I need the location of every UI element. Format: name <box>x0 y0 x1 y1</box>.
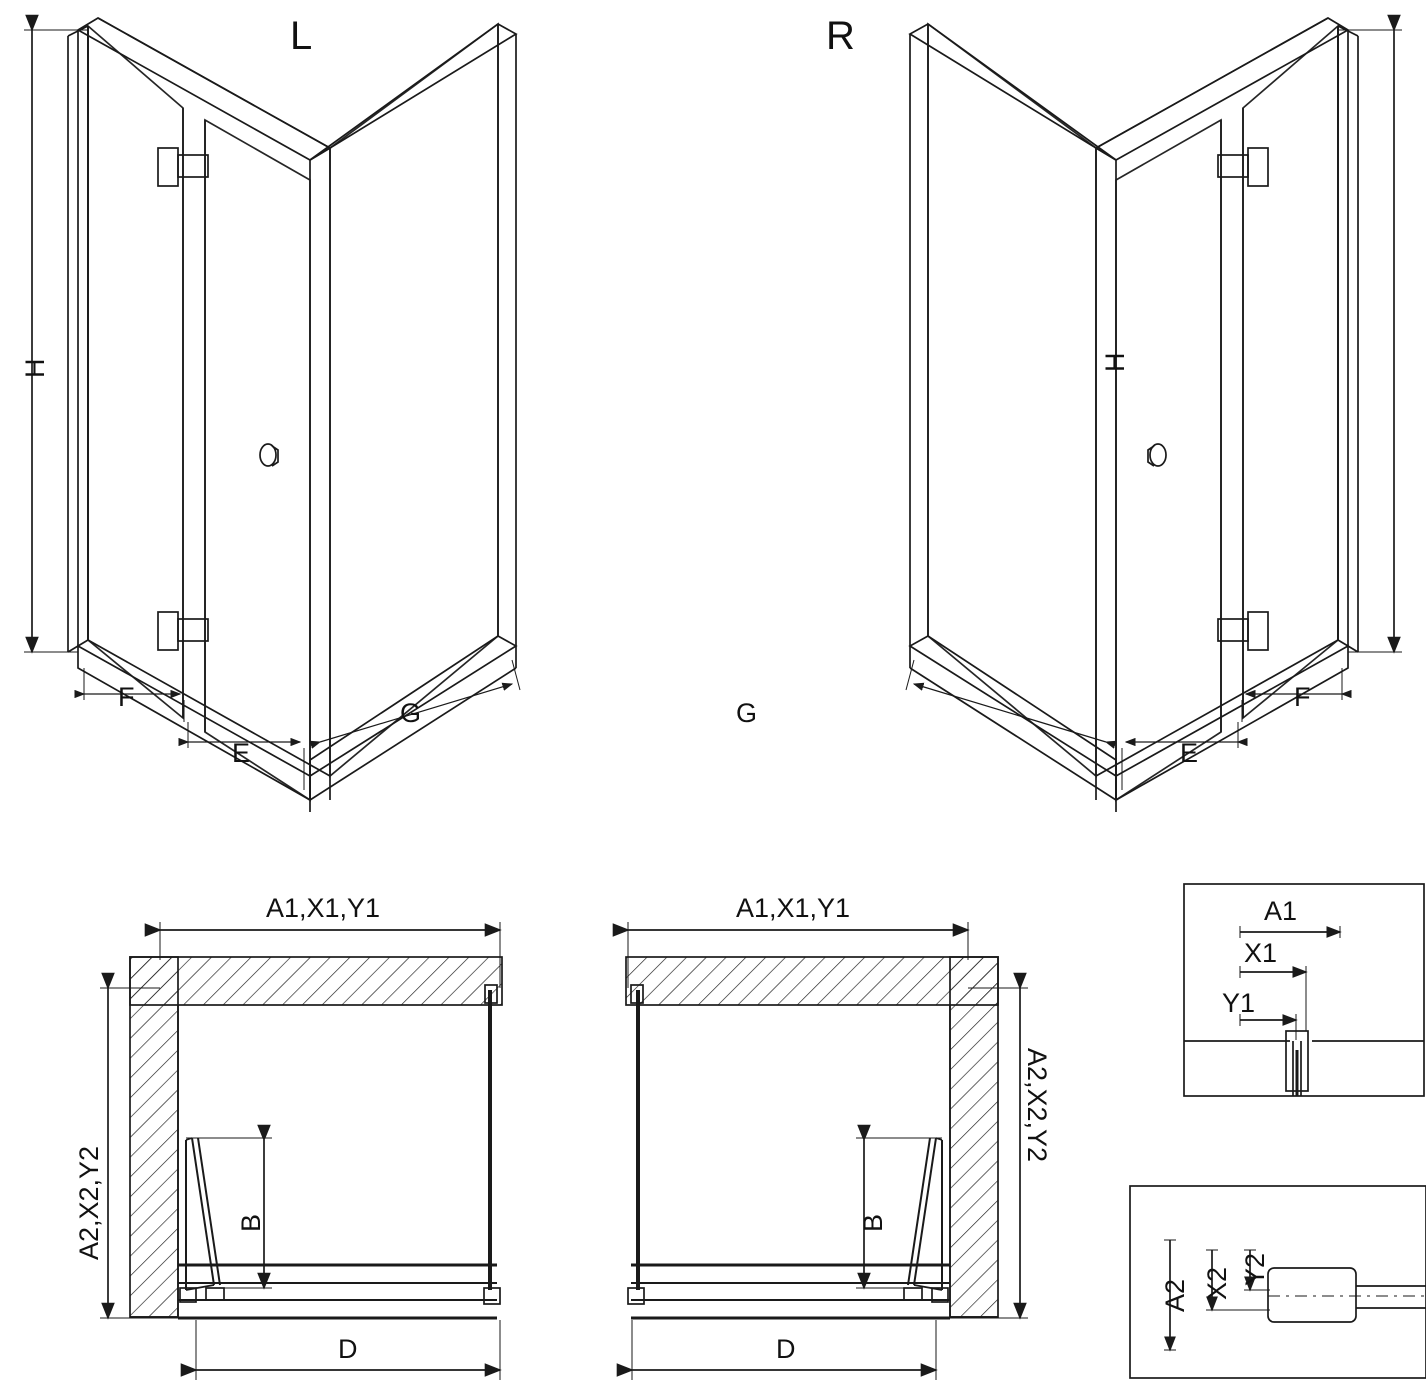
dim-e-right: E <box>1180 738 1199 768</box>
plan-right-bottom-dim: D <box>776 1334 796 1364</box>
dim-f-right: F <box>1294 682 1311 712</box>
plan-left-inner-dim: B <box>236 1213 266 1232</box>
detail-top-dim-x1: X1 <box>1244 938 1278 968</box>
plan-left-side-dim: A2,X2,Y2 <box>74 1145 104 1260</box>
dim-g-right: G <box>736 698 758 728</box>
view-title-right: R <box>826 14 855 58</box>
plan-right-side-dim: A2,X2,Y2 <box>1022 1048 1052 1163</box>
detail-top-dim-y1: Y1 <box>1222 988 1256 1018</box>
plan-left-top-dim: A1,X1,Y1 <box>266 893 381 923</box>
detail-bottom-dim-y2: Y2 <box>1240 1252 1270 1286</box>
dim-g-left: G <box>400 698 422 728</box>
detail-bottom-dim-a2: A2 <box>1160 1278 1190 1312</box>
detail-bottom-dim-x2: X2 <box>1202 1266 1232 1300</box>
dim-e-left: E <box>232 738 251 768</box>
view-title-left: L <box>290 14 313 58</box>
dim-h-left: H <box>20 358 50 378</box>
dim-f-left: F <box>118 682 135 712</box>
plan-right-inner-dim: B <box>858 1213 888 1232</box>
detail-top-dim-a1: A1 <box>1264 896 1298 926</box>
plan-left-bottom-dim: D <box>338 1334 358 1364</box>
plan-right-top-dim: A1,X1,Y1 <box>736 893 851 923</box>
dim-h-right: H <box>1100 352 1130 372</box>
